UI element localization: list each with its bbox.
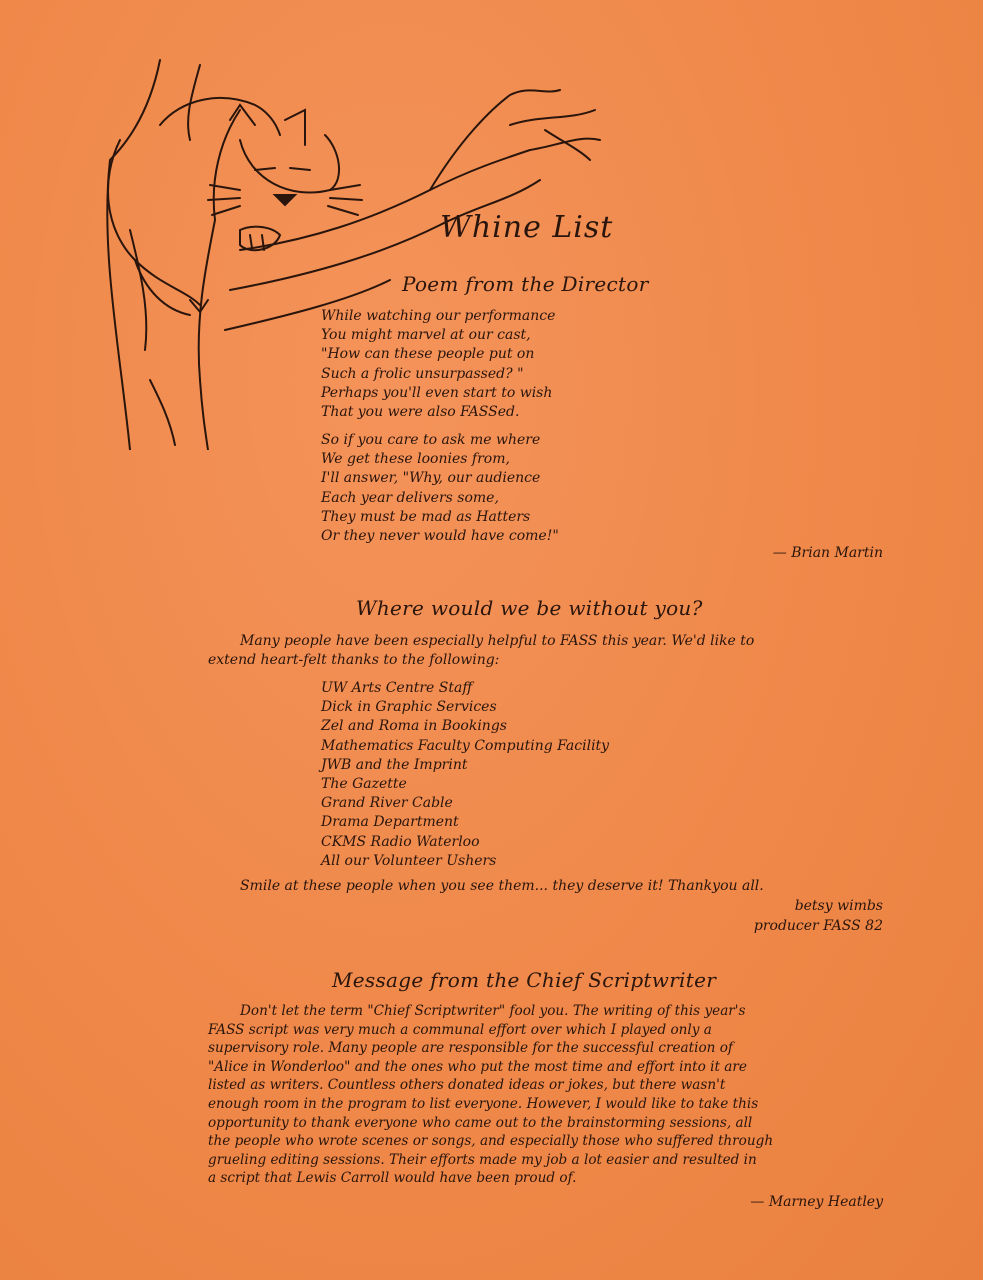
message-line: listed as writers. Countless others donated ideas or jokes, but there wasn't: [208, 1077, 726, 1094]
poem-line: While watching our performance: [321, 308, 556, 324]
message-body: [208, 1002, 773, 1188]
poem-line: We get these loonies from,: [321, 451, 510, 468]
message-line: opportunity to thank everyone who came out to the brainstorming sessions, all: [208, 1114, 753, 1131]
thanks-list-item: The Gazette: [321, 776, 407, 793]
thanks-list: [321, 679, 609, 871]
poem-line: Such a frolic unsurpassed? ": [321, 365, 524, 382]
thanks-list-item: UW Arts Centre Staff: [321, 680, 473, 696]
message-line: supervisory role. Many people are responsible for the successful creation of: [208, 1040, 733, 1057]
thanks-list-item: Mathematics Faculty Computing Facility: [321, 737, 610, 754]
poem-stanza-2: [321, 431, 559, 546]
thanks-list-item: Drama Department: [321, 814, 459, 831]
poem-signature: — Brian Martin: [772, 545, 883, 561]
poem-line: Each year delivers some,: [321, 489, 499, 506]
poem-line: That you were also FASSed.: [321, 404, 520, 421]
thanks-intro: [208, 632, 754, 670]
message-line: the people who wrote scenes or songs, and especially those who suffered through: [208, 1133, 774, 1150]
poem-stanza-1: [321, 307, 555, 422]
message-signature: — Marney Heatley: [750, 1194, 883, 1210]
thanks-list-item: CKMS Radio Waterloo: [321, 833, 480, 850]
thanks-list-item: JWB and the Imprint: [321, 756, 468, 773]
poem-line: Or they never would have come!": [321, 528, 559, 545]
message-line: FASS script was very much a communal effort over which I played only a: [208, 1021, 712, 1038]
thanks-list-item: Grand River Cable: [321, 795, 453, 812]
message-line: enough room in the program to list everyone. However, I would like to take this: [208, 1095, 759, 1112]
poem-line: Perhaps you'll even start to wish: [321, 384, 553, 401]
thanks-intro-line: extend heart-felt thanks to the following:: [208, 652, 500, 669]
message-line: Don't let the term "Chief Scriptwriter" fool you. The writing of this year's: [240, 1003, 746, 1019]
thanks-heading: Where would we be without you?: [356, 596, 703, 620]
thanks-signature-name: betsy wimbs: [794, 898, 883, 914]
poem-line: You might marvel at our cast,: [321, 327, 531, 344]
poem-line: So if you care to ask me where: [321, 432, 541, 448]
thanks-signature-role: producer FASS 82: [753, 918, 883, 934]
message-line: grueling editing sessions. Their efforts made my job a lot easier and resulted in: [208, 1151, 757, 1168]
thanks-list-item: All our Volunteer Ushers: [321, 852, 497, 869]
message-line: "Alice in Wonderloo" and the ones who put the most time and effort into it are: [208, 1058, 747, 1075]
message-line: a script that Lewis Carroll would have been proud of.: [208, 1170, 577, 1187]
thanks-list-item: Zel and Roma in Bookings: [321, 718, 507, 735]
poem-heading: Poem from the Director: [402, 272, 649, 296]
poem-line: They must be mad as Hatters: [321, 508, 531, 525]
thanks-intro-line: Many people have been especially helpful to FASS this year. We'd like to: [240, 633, 755, 649]
poem-line: "How can these people put on: [321, 346, 535, 363]
thanks-closing: Smile at these people when you see them... they deserve it! Thankyou all.: [240, 878, 764, 894]
thanks-list-item: Dick in Graphic Services: [321, 699, 497, 716]
whine-list-title: Whine List: [440, 210, 614, 245]
poem-line: I'll answer, "Why, our audience: [321, 470, 541, 487]
message-heading: Message from the Chief Scriptwriter: [332, 968, 717, 992]
